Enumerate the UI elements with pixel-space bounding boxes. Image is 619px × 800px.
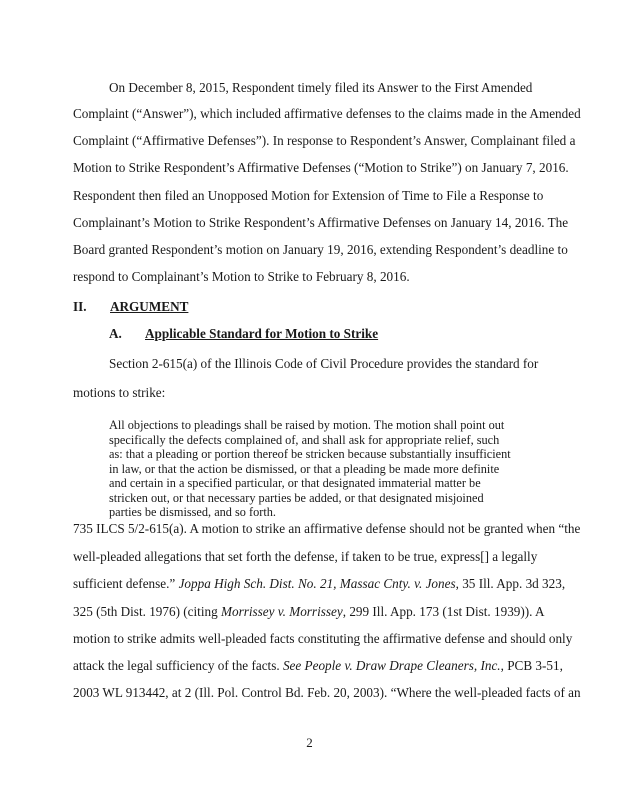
paragraph-3-line-3 — [73, 576, 565, 591]
block-quote-line: in law, or that the action be dismissed, or that a pleading be made more definite — [109, 461, 500, 476]
case-citation-morrissey: Morrissey v. Morrissey — [220, 604, 343, 619]
subsection-letter: A. — [109, 326, 122, 341]
paragraph-3-line-7: 2003 WL 913442, at 2 (Ill. Pol. Control Bd. Feb. 20, 2003). “Where the well-pleaded facts of an — [73, 685, 581, 700]
paragraph-3-line-5: motion to strike admits well-pleaded facts constituting the affirmative defense and should only — [73, 631, 573, 646]
block-quote-line: and certain in a specified particular, or that designated immaterial matter be — [109, 476, 481, 490]
paragraph-3-line-4 — [73, 604, 545, 619]
block-quote-line: stricken out, or that necessary parties be added, or that designated misjoined — [109, 490, 484, 505]
paragraph-3-line-4-text: 325 (5th Dist. 1976) (citing — [73, 604, 221, 619]
paragraph-1-line-4: Motion to Strike Respondent’s Affirmative Defenses (“Motion to Strike”) on January 7, 2016. — [73, 160, 569, 175]
case-citation-joppa: Joppa High Sch. Dist. No. 21, Massac Cnty. v. Jones — [178, 576, 456, 591]
block-quote-line: parties be dismissed, and so forth. — [109, 505, 277, 519]
block-quote-line: specifically the defects complained of, and shall ask for appropriate relief, such — [109, 432, 500, 447]
section-title: ARGUMENT — [110, 299, 189, 314]
page-number: 2 — [306, 735, 313, 750]
paragraph-1-line-6: Complainant’s Motion to Strike Respondent’s Affirmative Defenses on January 14, 2016. The — [73, 215, 569, 230]
paragraph-3-line-1: 735 ILCS 5/2-615(a). A motion to strike an affirmative defense should not be granted when “the — [73, 521, 581, 536]
case-citation-draw-drape: See People v. Draw Drape Cleaners, Inc. — [282, 658, 501, 673]
paragraph-2-line-1: Section 2-615(a) of the Illinois Code of Civil Procedure provides the standard for — [109, 356, 539, 371]
subsection-title: Applicable Standard for Motion to Strike — [145, 326, 379, 341]
paragraph-1-line-5: Respondent then filed an Unopposed Motion for Extension of Time to File a Response to — [73, 188, 544, 203]
paragraph-3-line-6-text: attack the legal sufficiency of the facts. — [73, 658, 283, 673]
block-quote — [109, 418, 529, 520]
paragraph-1-line-1: On December 8, 2015, Respondent timely filed its Answer to the First Amended — [109, 80, 533, 95]
paragraph-1-line-7: Board granted Respondent’s motion on January 19, 2016, extending Respondent’s deadline to — [73, 242, 568, 257]
section-number: II. — [73, 299, 87, 314]
paragraph-3-line-4-text-end: , 299 Ill. App. 173 (1st Dist. 1939)). A — [342, 604, 545, 619]
block-quote-line: as: that a pleading or portion thereof be stricken because substantially insufficient — [109, 447, 511, 461]
subsection-heading — [109, 326, 379, 341]
paragraph-1-line-3: Complaint (“Affirmative Defenses”). In response to Respondent’s Answer, Complainant filed a — [73, 133, 576, 148]
paragraph-3-line-3-text: sufficient defense.” — [73, 576, 179, 591]
paragraph-2-line-2: motions to strike: — [73, 385, 166, 400]
paragraph-3-line-6-text-end: , PCB 3-51, — [500, 658, 563, 673]
paragraph-1-line-8: respond to Complainant’s Motion to Strike to February 8, 2016. — [73, 269, 410, 284]
paragraph-1-line-2: Complaint (“Answer”), which included affirmative defenses to the claims made in the Amended — [73, 106, 581, 121]
paragraph-3-line-2: well-pleaded allegations that set forth the defense, if taken to be true, express[] a legally — [73, 549, 538, 564]
section-heading — [73, 299, 189, 314]
block-quote-line: All objections to pleadings shall be raised by motion. The motion shall point out — [109, 418, 505, 432]
paragraph-3-line-3-text-end: , 35 Ill. App. 3d 323, — [455, 576, 566, 591]
paragraph-3-line-6 — [73, 658, 563, 673]
